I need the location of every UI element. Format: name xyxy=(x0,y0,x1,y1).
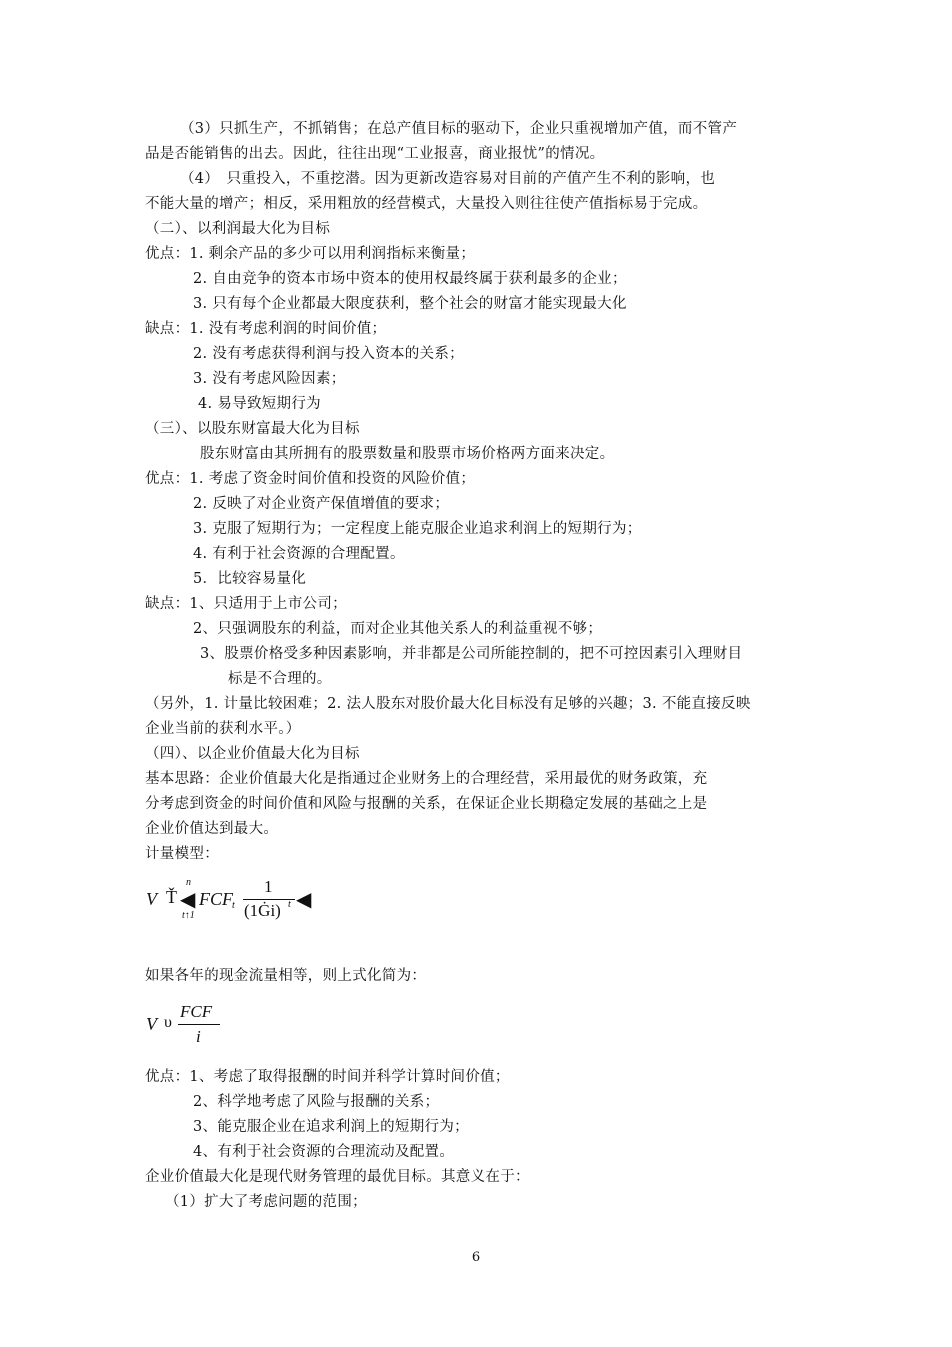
formula-symbol: V xyxy=(146,889,157,909)
text-line: 企业价值达到最大。 xyxy=(145,821,279,837)
text-line: 5．比较容易量化 xyxy=(193,571,307,587)
fraction-bar xyxy=(178,1024,220,1025)
text-line: 3、能克服企业在追求利润上的短期行为； xyxy=(193,1119,469,1135)
text-line: 品是否能销售的出去。因此，往往出现“工业报喜，商业报忧”的情况。 xyxy=(145,146,605,162)
text-line: 3. 没有考虑风险因素； xyxy=(193,371,346,387)
formula-symbol: n xyxy=(186,877,191,888)
text-line: 分考虑到资金的时间价值和风险与报酬的关系，在保证企业长期稳定发展的基础之上是 xyxy=(145,796,708,812)
text-line: 优点：1、考虑了取得报酬的时间并科学计算时间价值； xyxy=(145,1069,510,1085)
text-line: 优点：1. 剩余产品的多少可以用利润指标来衡量； xyxy=(145,246,476,262)
text-line: 优点：1. 考虑了资金时间价值和投资的风险价值； xyxy=(145,471,476,487)
text-line: 2. 自由竞争的资本市场中资本的使用权最终属于获利最多的企业； xyxy=(193,271,627,287)
text-line: 3. 克服了短期行为；一定程度上能克服企业追求利润上的短期行为； xyxy=(193,521,642,537)
text-line: 3. 只有每个企业都最大限度获利，整个社会的财富才能实现最大化 xyxy=(193,296,627,312)
text-line: 4. 易导致短期行为 xyxy=(198,396,321,412)
text-line: 2、科学地考虑了风险与报酬的关系； xyxy=(193,1094,440,1110)
formula-symbol: ◀ xyxy=(180,889,196,911)
formula-symbol: t xyxy=(232,900,235,911)
formula-symbol: V xyxy=(146,1014,157,1034)
formula-symbol: (1Ġi) xyxy=(244,901,281,920)
formula-symbol: t↑1 xyxy=(182,910,195,921)
text-line: （1）扩大了考虑问题的范围； xyxy=(165,1194,367,1210)
formula-symbol: 1 xyxy=(264,877,273,896)
formula-symbol: Ť xyxy=(166,887,177,907)
text-line: 缺点：1、只适用于上市公司； xyxy=(145,596,347,612)
formula-symbol: υ xyxy=(164,1014,172,1031)
text-line: 2. 没有考虑获得利润与投入资本的关系； xyxy=(193,346,464,362)
text-line: 企业价值最大化是现代财务管理的最优目标。其意义在于： xyxy=(145,1169,530,1185)
formula-symbol: t xyxy=(288,899,291,910)
text-line: （另外，1. 计量比较困难；2. 法人股东对股价最大化目标没有足够的兴趣；3. 不能直接反映 xyxy=(145,696,751,712)
formula-symbol: i xyxy=(196,1027,201,1046)
text-line: 4. 有利于社会资源的合理配置。 xyxy=(193,546,405,562)
text-line: 基本思路：企业价值最大化是指通过企业财务上的合理经营，采用最优的财务政策，充 xyxy=(145,771,708,787)
text-line: （3）只抓生产，不抓销售；在总产值目标的驱动下，企业只重视增加产值，而不管产 xyxy=(180,121,738,137)
section-heading: （二）、以利润最大化为目标 xyxy=(145,221,331,237)
text-line: 4、有利于社会资源的合理流动及配置。 xyxy=(193,1144,455,1160)
text-line: 3、股票价格受多种因素影响，并非都是公司所能控制的，把不可控因素引入理财目 xyxy=(200,646,743,662)
text-line: 缺点：1. 没有考虑利润的时间价值； xyxy=(145,321,387,337)
text-line: 标是不合理的。 xyxy=(228,671,332,687)
text-line: 企业当前的获利水平。） xyxy=(145,721,301,737)
text-line: 2. 反映了对企业资产保值增值的要求； xyxy=(193,496,450,512)
section-heading: （四）、以企业价值最大化为目标 xyxy=(145,746,360,762)
section-heading: （三）、以股东财富最大化为目标 xyxy=(145,421,360,437)
formula-symbol: FCF xyxy=(199,889,233,909)
formula-symbol: ◀ xyxy=(296,889,312,911)
text-line: 不能大量的增产；相反，采用粗放的经营模式，大量投入则往往使产值指标易于完成。 xyxy=(145,196,708,212)
formula-symbol: FCF xyxy=(180,1002,213,1021)
text-line: （4） 只重投入，不重挖潜。因为更新改造容易对目前的产值产生不利的影响，也 xyxy=(180,171,716,187)
text-line: 股东财富由其所拥有的股票数量和股票市场价格两方面来决定。 xyxy=(200,446,615,462)
page-number: 6 xyxy=(471,1250,481,1265)
text-line: 2、只强调股东的利益，而对企业其他关系人的利益重视不够； xyxy=(193,621,603,637)
text-line: 计量模型： xyxy=(145,846,219,862)
text-line: 如果各年的现金流量相等，则上式化简为： xyxy=(145,968,427,984)
